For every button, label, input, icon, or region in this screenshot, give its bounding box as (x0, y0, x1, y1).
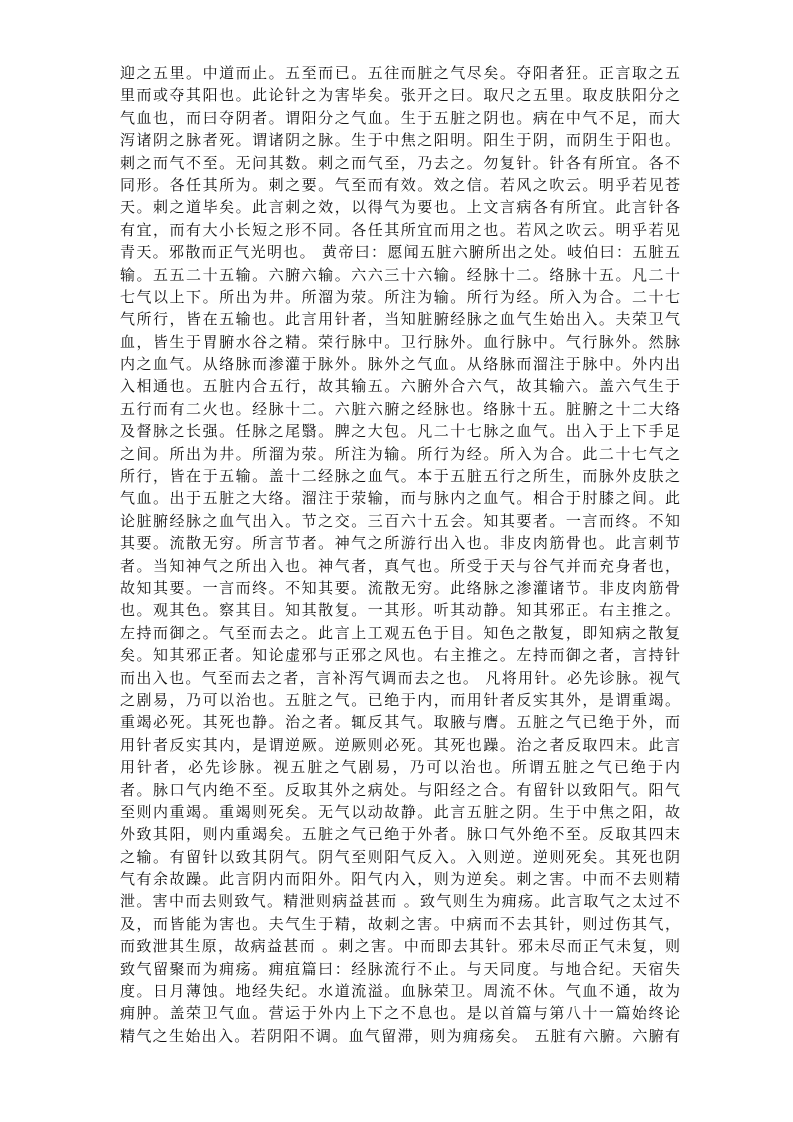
text-line: 有宜，而有大小长短之形不同。各任其所宜而用之也。若风之吹云。明乎若见 (120, 220, 680, 239)
text-line: 青天。邪散而正气光明也。 黄帝曰：愿闻五脏六腑所出之处。岐伯曰：五脏五 (120, 243, 680, 262)
text-line: 者。脉口气内绝不至。反取其外之病处。与阳经之合。有留针以致阳气。阳气 (120, 780, 680, 799)
text-line: 迎之五里。中道而止。五至而已。五往而脏之气尽矣。夺阳者狂。正言取之五 (120, 64, 680, 82)
text-line: 泻诸阴之脉者死。谓诸阴之脉。生于中焦之阳明。阳生于阴，而阴生于阳也。 (120, 131, 680, 150)
text-line: 论脏腑经脉之血气出入。节之交。三百六十五会。知其要者。一言而终。不知 (120, 511, 680, 530)
text-line: 用针者，必先诊脉。视五脏之气剧易，乃可以治也。所谓五脏之气已绝于内 (120, 758, 680, 777)
text-line: 气所行，皆在五输也。此言用针者，当知脏腑经脉之血气生始出入。夫荣卫气 (120, 310, 680, 329)
text-line: 泄。害中而去则致气。精泄则病益甚而 。致气则生为痈疡。此言取气之太过不 (120, 892, 680, 911)
text-line: 气血。出于五脏之大络。溜注于荥输，而与脉内之血气。相合于肘膝之间。此 (120, 489, 680, 508)
text-line: 五行而有二火也。经脉十二。六脏六腑之经脉也。络脉十五。脏腑之十二大络 (120, 399, 680, 418)
text-line: 及，而皆能为害也。夫气生于精，故刺之害。中病而不去其针，则过伤其气， (120, 914, 680, 933)
text-line: 用针者反实其内，是谓逆厥。逆厥则必死。其死也躁。治之者反取四末。此言 (120, 735, 680, 754)
text-line: 左持而御之。气至而去之。此言上工观五色于目。知色之散复，即知病之散复 (120, 623, 680, 642)
text-line: 致气留聚而为痈疡。痈疽篇曰：经脉流行不止。与天同度。与地合纪。天宿失 (120, 959, 680, 978)
text-line: 里而或夺其阳也。此论针之为害毕矣。张开之曰。取尺之五里。取皮肤阳分之 (120, 86, 680, 105)
text-line: 外致其阳，则内重竭矣。五脏之气已绝于外者。脉口气外绝不至。反取其四末 (120, 825, 680, 844)
text-line: 内之血气。从络脉而渗灌于脉外。脉外之气血。从络脉而溜注于脉中。外内出 (120, 355, 680, 374)
text-line: 者。当知神气之所出入也。神气者，真气也。所受于天与谷气并而充身者也， (120, 556, 680, 575)
text-line: 精气之生始出入。若阴阳不调。血气留滞，则为痈疡矣。 五脏有六腑。六腑有 (120, 1026, 680, 1045)
text-line: 至则内重竭。重竭则死矣。无气以动故静。此言五脏之阴。生于中焦之阳，故 (120, 802, 680, 821)
text-line: 及督脉之长强。任脉之尾翳。脾之大包。凡二十七脉之血气。出入于上下手足 (120, 422, 680, 441)
text-line: 七气以上下。所出为井。所溜为荥。所注为输。所行为经。所入为合。二十七 (120, 287, 680, 306)
text-line: 度。日月薄蚀。地经失纪。水道流溢。血脉荣卫。周流不休。气血不通，故为 (120, 982, 680, 1001)
text-line: 血，皆生于胃腑水谷之精。荣行脉中。卫行脉外。血行脉中。气行脉外。然脉 (120, 332, 680, 351)
text-line: 故知其要。一言而终。不知其要。流散无穷。此络脉之渗灌诸节。非皮肉筋骨 (120, 578, 680, 597)
text-line: 所行，皆在于五输。盖十二经脉之血气。本于五脏五行之所生，而脉外皮肤之 (120, 467, 680, 486)
text-line: 之输。有留针以致其阴气。阴气至则阳气反入。入则逆。逆则死矣。其死也阴 (120, 847, 680, 866)
text-line: 天。刺之道毕矣。此言刺之效，以得气为要也。上文言病各有所宜。此言针各 (120, 198, 680, 217)
text-line: 也。观其色。察其目。知其散复。一其形。听其动静。知其邪正。右主推之。 (120, 601, 680, 620)
text-line: 同形。各任其所为。刺之要。气至而有效。效之信。若风之吹云。明乎若见苍 (120, 175, 680, 194)
text-line: 重竭必死。其死也静。治之者。辄反其气。取腋与膺。五脏之气已绝于外，而 (120, 713, 680, 732)
text-line: 而致泄其生原，故病益甚而 。刺之害。中而即去其针。邪未尽而正气未复，则 (120, 937, 680, 956)
text-line: 之剧易，乃可以治也。五脏之气。已绝于内，而用针者反实其外，是谓重竭。 (120, 690, 680, 709)
text-line: 痈肿。盖荣卫气血。营运于外内上下之不息也。是以首篇与第八十一篇始终论 (120, 1004, 680, 1023)
text-line: 输。五五二十五输。六腑六输。六六三十六输。经脉十二。络脉十五。凡二十 (120, 265, 680, 284)
text-line: 入相通也。五脏内合五行，故其输五。六腑外合六气，故其输六。盖六气生于 (120, 377, 680, 396)
text-line: 气有余故躁。此言阴内而阳外。阳气内入，则为逆矣。刺之害。中而不去则精 (120, 870, 680, 889)
text-line: 矣。知其邪正者。知论虚邪与正邪之风也。右主推之。左持而御之者，言持针 (120, 646, 680, 665)
text-line: 刺之而气不至。无问其数。刺之而气至，乃去之。勿复针。针各有所宜。各不 (120, 153, 680, 172)
text-line: 气血也，而曰夺阴者。谓阳分之气血。生于五脏之阴也。病在中气不足，而大 (120, 108, 680, 127)
text-body (120, 62, 680, 1047)
text-line: 而出入也。气至而去之者，言补泻气调而去之也。 凡将用针。必先诊脉。视气 (120, 668, 680, 687)
text-line: 之间。所出为井。所溜为荥。所注为输。所行为经。所入为合。此二十七气之 (120, 444, 680, 463)
text-line: 其要。流散无穷。所言节者。神气之所游行出入也。非皮肉筋骨也。此言刺节 (120, 534, 680, 553)
